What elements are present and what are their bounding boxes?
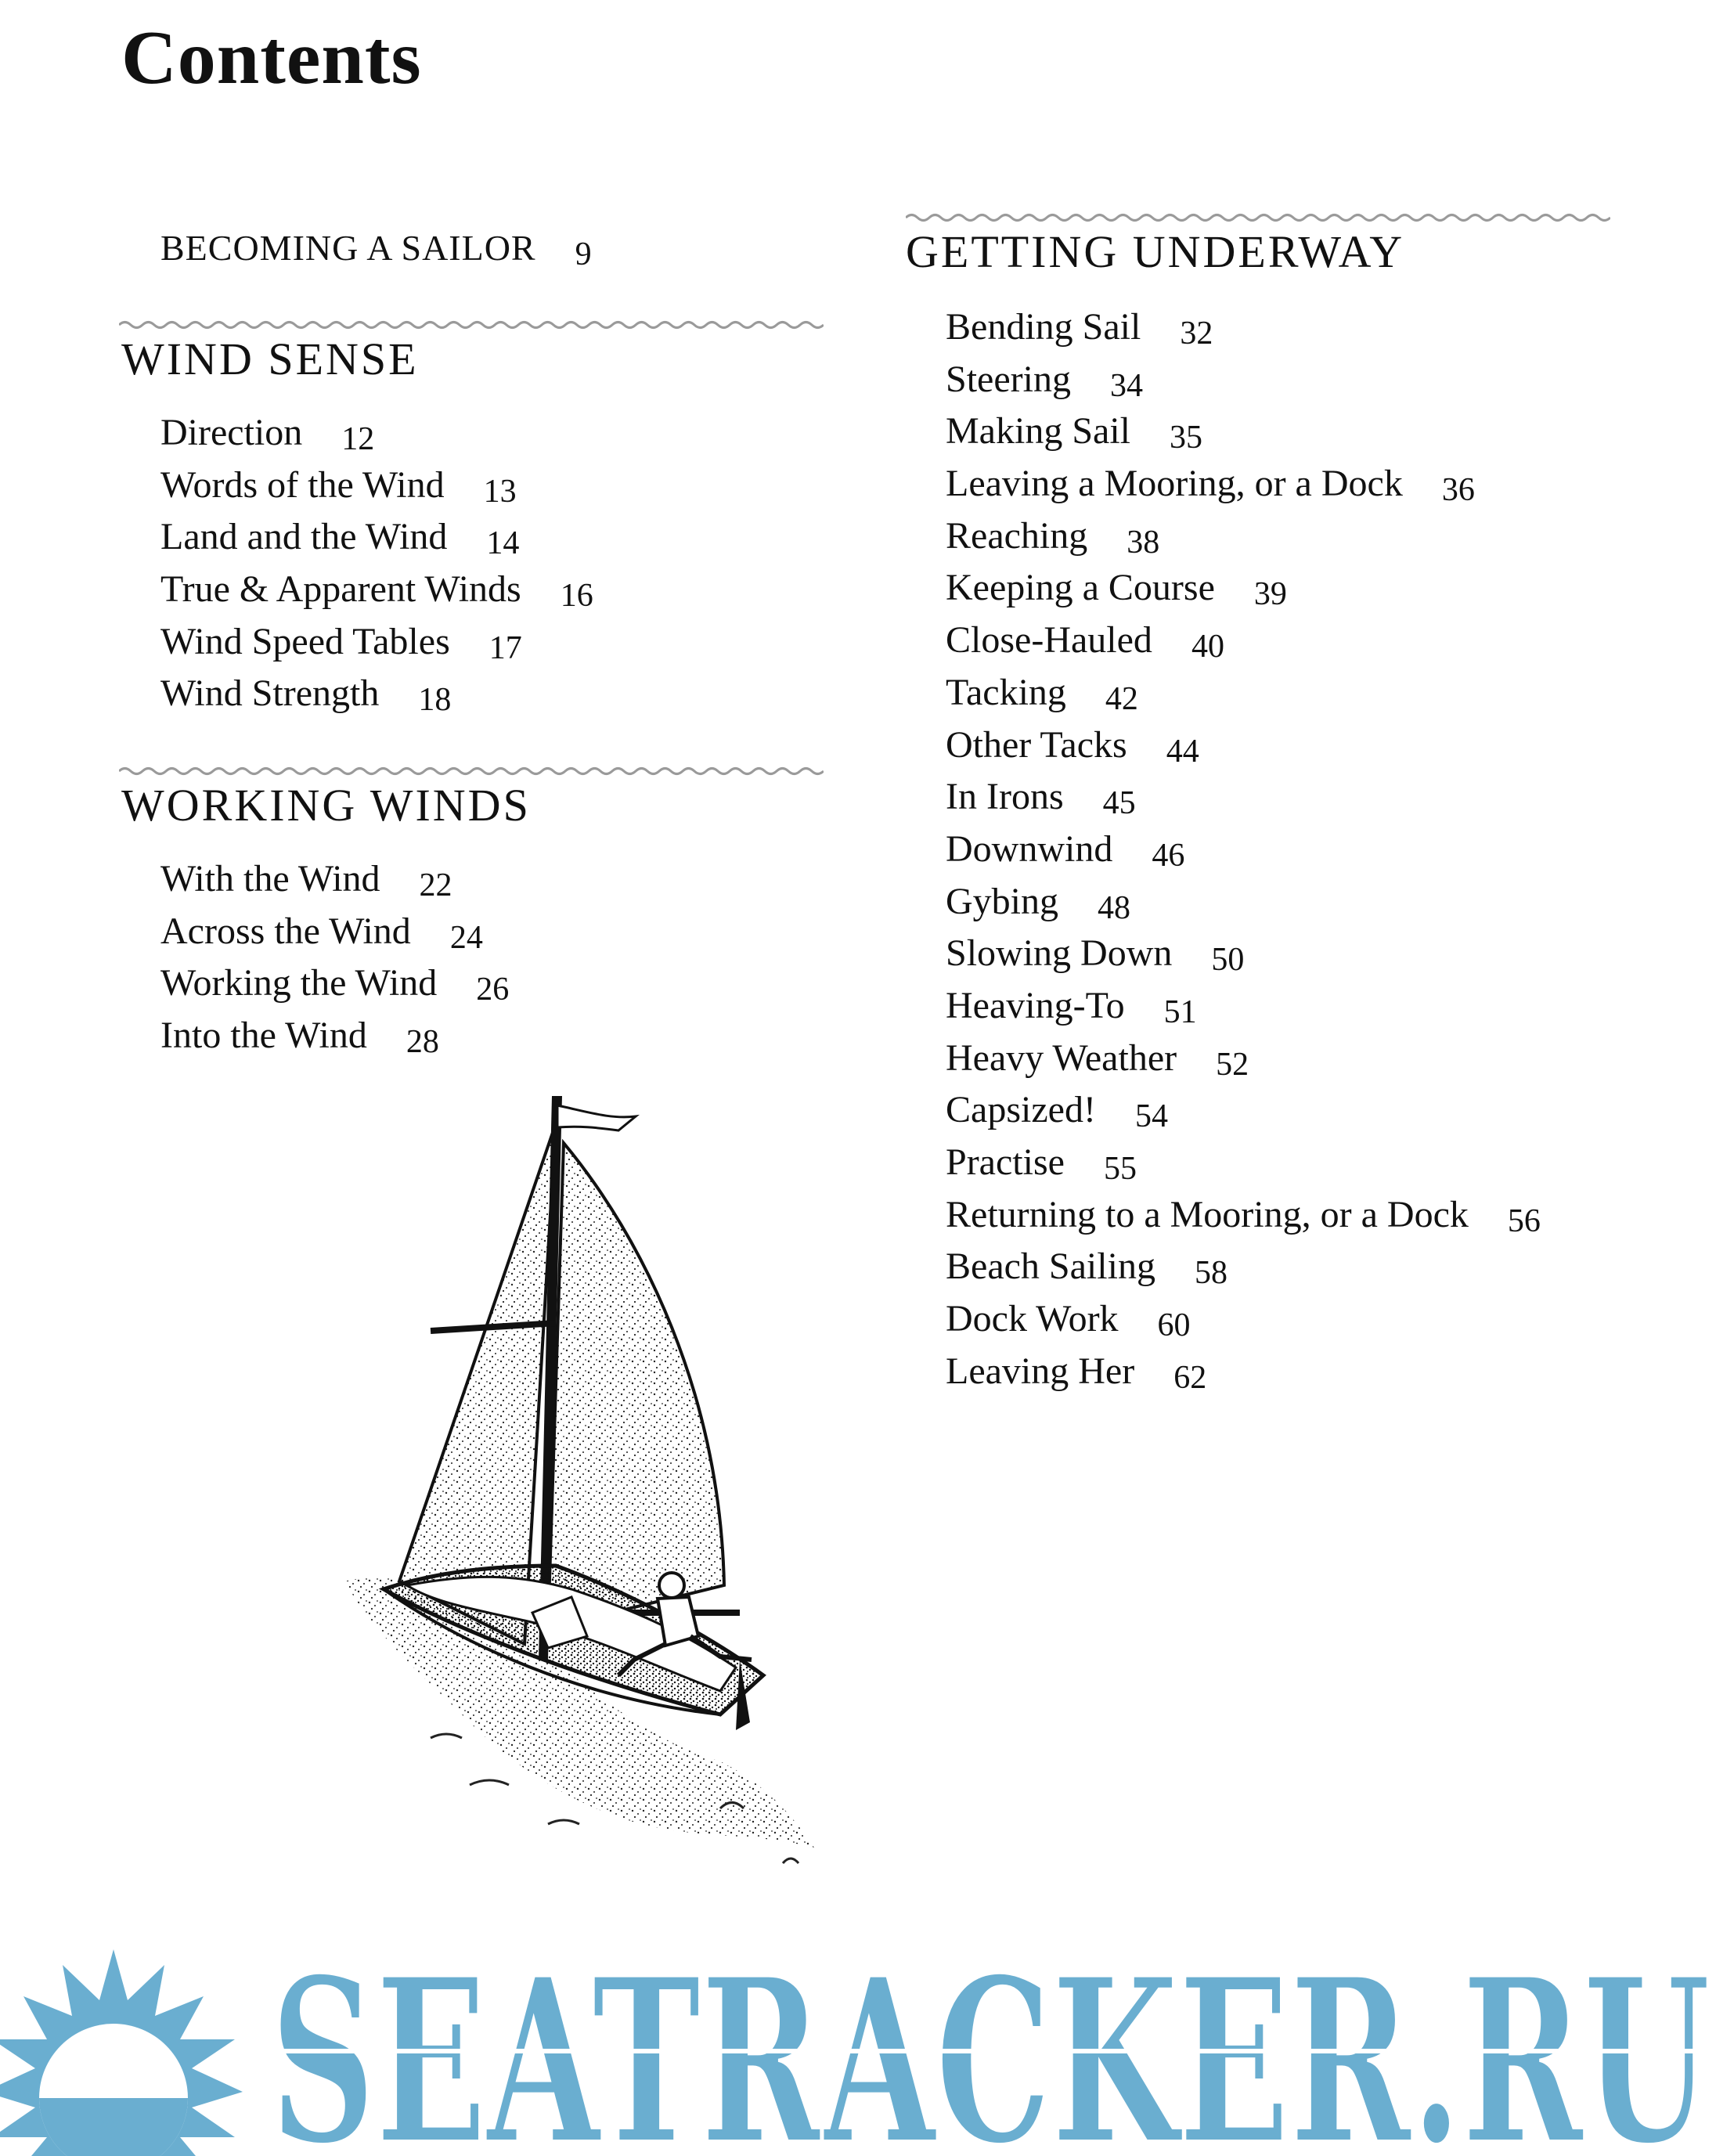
toc-entry[interactable] [946, 876, 1541, 928]
toc-entry[interactable] [946, 354, 1541, 406]
section-divider [119, 317, 824, 333]
entry-label: Returning to a Mooring, or a Dock [946, 1193, 1469, 1235]
toc-entry[interactable] [160, 564, 593, 616]
sun-burst-icon [0, 1949, 243, 2156]
toc-entry[interactable] [946, 1189, 1541, 1242]
toc-list-wind-sense [160, 407, 593, 720]
entry-page: 17 [488, 629, 522, 666]
entry-label: With the Wind [160, 858, 380, 900]
toc-entry[interactable] [946, 458, 1541, 510]
toc-entry[interactable] [160, 668, 593, 720]
entry-label: Leaving a Mooring, or a Dock [946, 463, 1403, 505]
entry-label: Beach Sailing [946, 1246, 1155, 1288]
entry-label: Tacking [946, 671, 1066, 713]
entry-label: Practise [946, 1141, 1065, 1183]
entry-label: Steering [946, 358, 1071, 400]
entry-label: Land and the Wind [160, 516, 448, 558]
toc-entry[interactable] [946, 1241, 1541, 1293]
toc-intro-entry[interactable] [160, 227, 593, 272]
entry-page: 51 [1163, 993, 1197, 1030]
section-divider [119, 763, 824, 779]
entry-page: 36 [1441, 472, 1475, 509]
toc-list-working-winds [160, 853, 509, 1062]
entry-page: 56 [1507, 1202, 1541, 1239]
toc-entry[interactable] [946, 562, 1541, 615]
section-title-working-winds: WORKING WINDS [121, 780, 531, 831]
entry-page: 50 [1211, 942, 1245, 979]
entry-label: Into the Wind [160, 1015, 367, 1057]
toc-entry[interactable] [946, 1137, 1541, 1189]
entry-page: 9 [575, 236, 593, 272]
entry-label: Capsized! [946, 1089, 1096, 1131]
entry-label: BECOMING A SAILOR [160, 228, 536, 268]
entry-page: 32 [1180, 315, 1213, 352]
sailboat-illustration [313, 1096, 861, 1879]
entry-label: True & Apparent Winds [160, 568, 521, 611]
toc-entry[interactable] [946, 719, 1541, 772]
toc-entry[interactable] [946, 980, 1541, 1033]
entry-page: 35 [1170, 420, 1202, 456]
toc-entry[interactable] [946, 615, 1541, 667]
entry-page: 40 [1191, 629, 1224, 665]
entry-page: 16 [560, 578, 593, 615]
toc-entry[interactable] [946, 928, 1541, 980]
watermark-text: SEATRACKER.RU [270, 1929, 1711, 2156]
entry-page: 45 [1102, 785, 1136, 822]
toc-entry[interactable] [946, 301, 1541, 354]
toc-entry[interactable] [946, 1033, 1541, 1085]
entry-page: 62 [1173, 1359, 1207, 1396]
entry-page: 38 [1127, 524, 1160, 561]
toc-entry[interactable] [160, 407, 593, 460]
entry-label: Downwind [946, 827, 1113, 870]
entry-page: 24 [449, 919, 483, 956]
entry-page: 46 [1152, 837, 1185, 874]
entry-page: 28 [406, 1024, 439, 1061]
entry-page: 42 [1105, 680, 1138, 717]
entry-label: Dock Work [946, 1298, 1119, 1340]
entry-page: 60 [1157, 1307, 1191, 1344]
page-title: Contents [121, 16, 422, 100]
toc-entry[interactable] [160, 511, 593, 564]
entry-label: Working the Wind [160, 962, 438, 1004]
entry-page: 26 [476, 972, 510, 1008]
entry-label: Direction [160, 412, 303, 453]
toc-entry[interactable] [160, 460, 593, 512]
entry-page: 34 [1109, 367, 1143, 404]
toc-entry[interactable] [946, 1293, 1541, 1346]
entry-page: 44 [1166, 733, 1199, 770]
toc-entry[interactable] [946, 1346, 1541, 1398]
toc-list-getting-underway [946, 301, 1541, 1397]
toc-entry[interactable] [946, 824, 1541, 876]
toc-entry[interactable] [160, 1010, 509, 1062]
entry-page: 14 [486, 525, 520, 562]
entry-label: Close-Hauled [946, 619, 1152, 662]
entry-page: 48 [1098, 889, 1130, 926]
entry-label: Making Sail [946, 410, 1130, 452]
entry-label: In Irons [946, 776, 1064, 818]
entry-label: Gybing [946, 880, 1058, 922]
entry-page: 12 [341, 421, 375, 457]
entry-label: Other Tacks [946, 723, 1127, 766]
entry-label: Words of the Wind [160, 463, 445, 506]
toc-entry[interactable] [946, 406, 1541, 458]
entry-label: Leaving Her [946, 1350, 1135, 1392]
toc-entry[interactable] [160, 957, 509, 1010]
entry-label: Reaching [946, 514, 1088, 557]
entry-page: 18 [418, 682, 452, 719]
entry-label: Keeping a Course [946, 567, 1215, 609]
toc-entry[interactable] [946, 510, 1541, 563]
entry-page: 52 [1216, 1046, 1249, 1083]
toc-entry[interactable] [946, 667, 1541, 719]
entry-label: Bending Sail [946, 306, 1141, 348]
entry-label: Slowing Down [946, 932, 1173, 975]
entry-page: 54 [1134, 1098, 1168, 1135]
section-title-getting-underway: GETTING UNDERWAY [906, 226, 1405, 277]
entry-label: Wind Speed Tables [160, 620, 450, 662]
entry-label: Heaving-To [946, 984, 1125, 1026]
toc-entry[interactable] [160, 616, 593, 669]
entry-label: Heavy Weather [946, 1037, 1177, 1079]
section-divider [906, 210, 1610, 225]
entry-page: 55 [1103, 1151, 1137, 1187]
toc-entry[interactable] [946, 771, 1541, 824]
toc-entry[interactable] [160, 853, 509, 906]
entry-page: 58 [1194, 1255, 1227, 1292]
watermark-banner [0, 1887, 1734, 2156]
toc-entry[interactable] [160, 906, 509, 958]
entry-label: Across the Wind [160, 910, 411, 952]
entry-label: Wind Strength [160, 672, 380, 715]
section-title-wind-sense: WIND SENSE [121, 333, 419, 384]
entry-page: 13 [483, 473, 517, 510]
entry-page: 22 [419, 867, 452, 903]
entry-page: 39 [1253, 576, 1287, 613]
toc-entry[interactable] [946, 1084, 1541, 1137]
